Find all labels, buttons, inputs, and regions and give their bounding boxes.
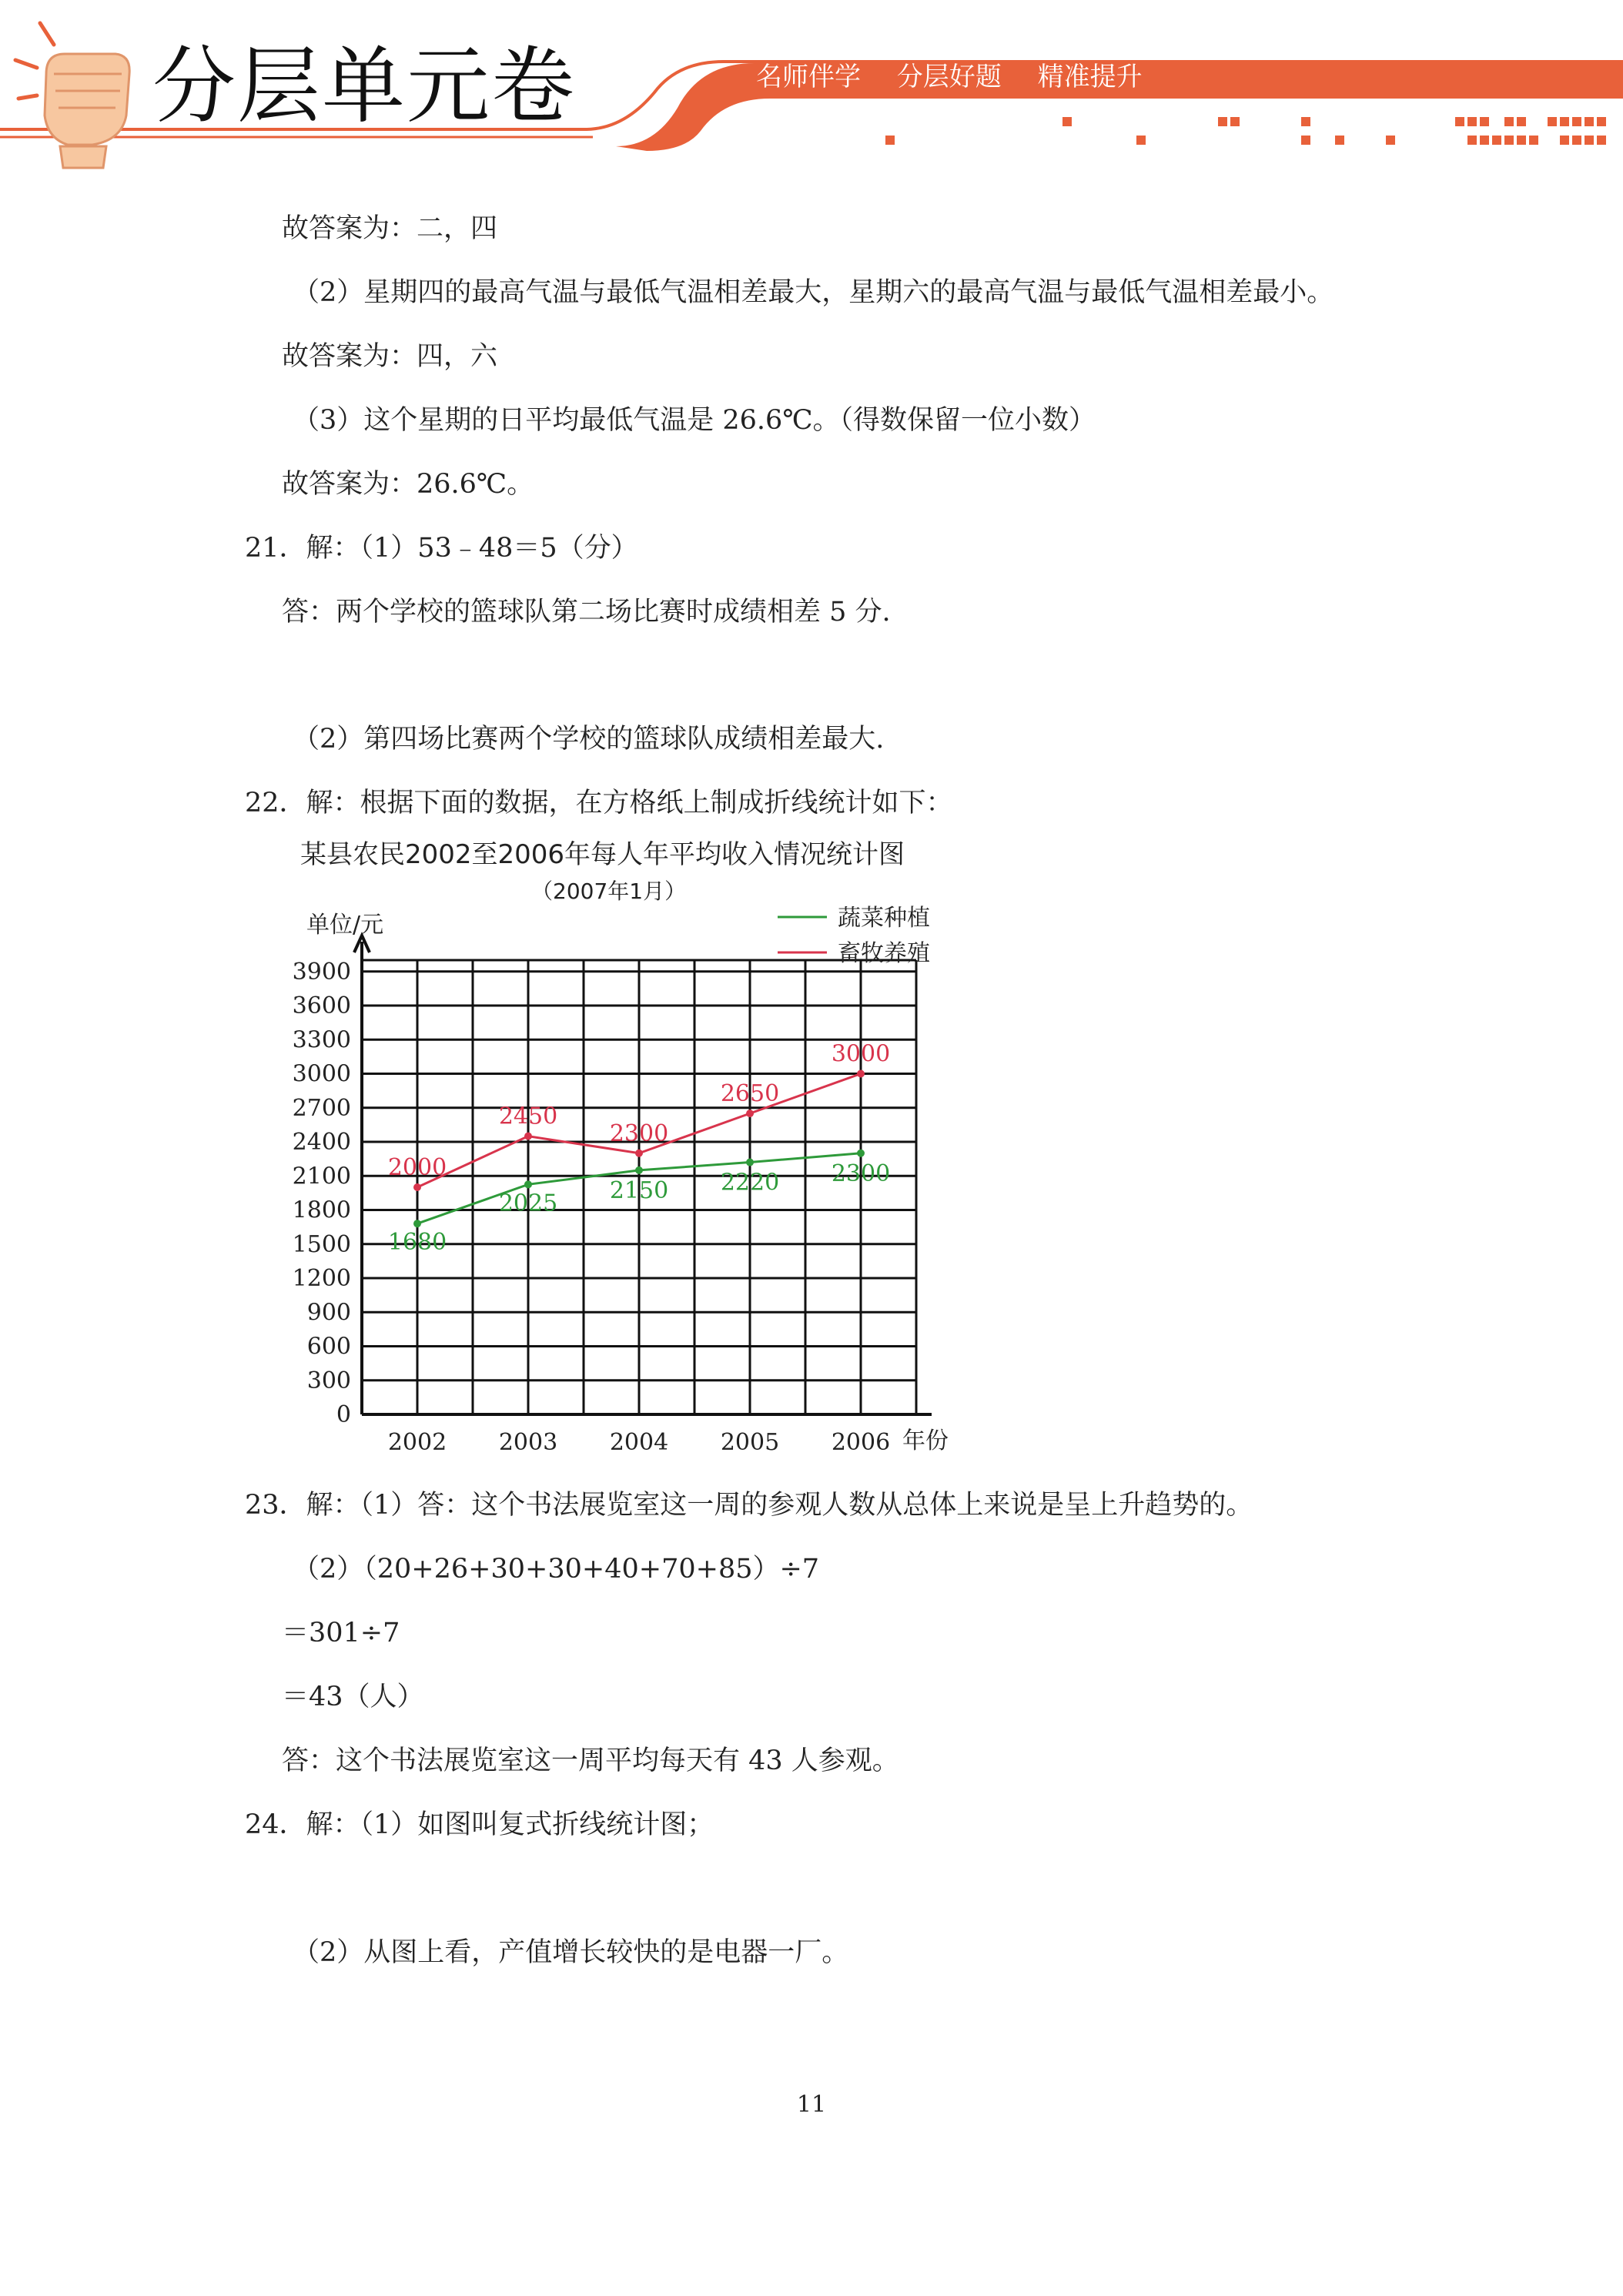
y-tick-label: 1800 (292, 1197, 351, 1224)
decorative-dots (885, 117, 1606, 145)
data-point (524, 1180, 532, 1188)
data-label: 2450 (498, 1103, 558, 1130)
legend-label: 蔬菜种植 (838, 905, 930, 932)
x-tick-label: 2003 (498, 1429, 558, 1456)
x-tick-labels (388, 1429, 890, 1456)
answer-line: 故答案为：二，四 (282, 213, 498, 244)
chart-svg (277, 828, 970, 1467)
data-label: 1680 (387, 1229, 447, 1257)
data-point (413, 1183, 421, 1191)
data-label: 2220 (720, 1169, 780, 1197)
question-solution-24: 24．解：（1）如图叫复式折线统计图； (245, 1809, 714, 1840)
chart-title: 某县农民2002至2006年每人年平均收入情况统计图 (300, 839, 905, 870)
data-label: 2300 (831, 1160, 891, 1187)
x-tick-label: 2005 (720, 1429, 780, 1456)
data-label: 2650 (720, 1080, 780, 1108)
question-solution-23: 23．解：（1）答：这个书法展览室这一周的参观人数从总体上来说是呈上升趋势的。 (245, 1490, 1253, 1521)
data-label: 2025 (498, 1190, 558, 1217)
income-line-chart (277, 828, 970, 1467)
answer-line: 故答案为：26.6℃。 (282, 469, 534, 500)
chart-legend (778, 905, 930, 967)
solution-line: ＝43（人） (282, 1682, 424, 1712)
y-tick-label: 2700 (292, 1094, 351, 1122)
y-tick-label: 1500 (292, 1230, 351, 1258)
y-tick-label: 2100 (292, 1163, 351, 1190)
x-tick-label: 2006 (831, 1429, 891, 1456)
y-tick-label: 3000 (292, 1060, 351, 1088)
y-tick-label: 2400 (292, 1129, 351, 1156)
page-header (0, 0, 1623, 177)
answer-line: 故答案为：四，六 (282, 341, 498, 372)
answer-line: 答：两个学校的篮球队第二场比赛时成绩相差 5 分. (282, 597, 891, 628)
y-tick-label: 1200 (292, 1265, 351, 1292)
x-tick-label: 2002 (387, 1429, 447, 1456)
y-tick-label: 0 (336, 1401, 351, 1428)
question-solution-22: 22．解：根据下面的数据，在方格纸上制成折线统计如下： (245, 788, 953, 818)
solution-line: （2）第四场比赛两个学校的篮球队成绩相差最大. (293, 724, 885, 755)
y-tick-label: 900 (306, 1299, 351, 1327)
solution-line: （2）从图上看，产值增长较快的是电器一厂。 (293, 1937, 849, 1968)
solution-line: （2）（20+26+30+30+40+70+85）÷7 (293, 1554, 820, 1585)
data-point (857, 1150, 865, 1157)
data-point (857, 1070, 865, 1078)
data-point (524, 1133, 532, 1140)
y-axis-label: 单位/元 (306, 912, 384, 939)
data-point (746, 1159, 754, 1166)
x-tick-label: 2004 (609, 1429, 669, 1456)
brand-title: 分层单元卷 (152, 38, 577, 135)
y-tick-label: 3300 (292, 1026, 351, 1054)
solution-line: （3）这个星期的日平均最低气温是 26.6℃。（得数保留一位小数） (293, 405, 1096, 436)
data-point (635, 1166, 643, 1174)
data-label: 3000 (831, 1040, 891, 1068)
y-tick-label: 600 (306, 1333, 351, 1361)
fist-icon (15, 23, 129, 168)
page-number: 11 (796, 2091, 827, 2118)
y-tick-label: 3900 (292, 958, 351, 986)
solution-line: （2）星期四的最高气温与最低气温相差最大，星期六的最高气温与最低气温相差最小。 (293, 277, 1334, 308)
header-slogan: 名师伴学 分层好题 精准提升 (756, 62, 1143, 92)
question-solution-21: 21．解：（1）53﹣48＝5（分） (245, 533, 638, 564)
answer-line: 答：这个书法展览室这一周平均每天有 43 人参观。 (282, 1745, 899, 1776)
y-tick-labels (293, 959, 351, 1428)
y-tick-label: 3600 (292, 992, 351, 1019)
solution-line: ＝301÷7 (282, 1618, 400, 1648)
data-point (413, 1220, 421, 1227)
y-tick-label: 300 (306, 1367, 351, 1394)
data-point (635, 1150, 643, 1157)
chart-subtitle: （2007年1月） (531, 879, 687, 904)
data-point (746, 1110, 754, 1117)
data-label: 2150 (609, 1176, 669, 1204)
data-label: 2000 (387, 1154, 447, 1181)
data-label: 2300 (609, 1120, 669, 1147)
legend-label: 畜牧养殖 (838, 940, 930, 967)
x-axis-label: 年份 (902, 1427, 949, 1454)
